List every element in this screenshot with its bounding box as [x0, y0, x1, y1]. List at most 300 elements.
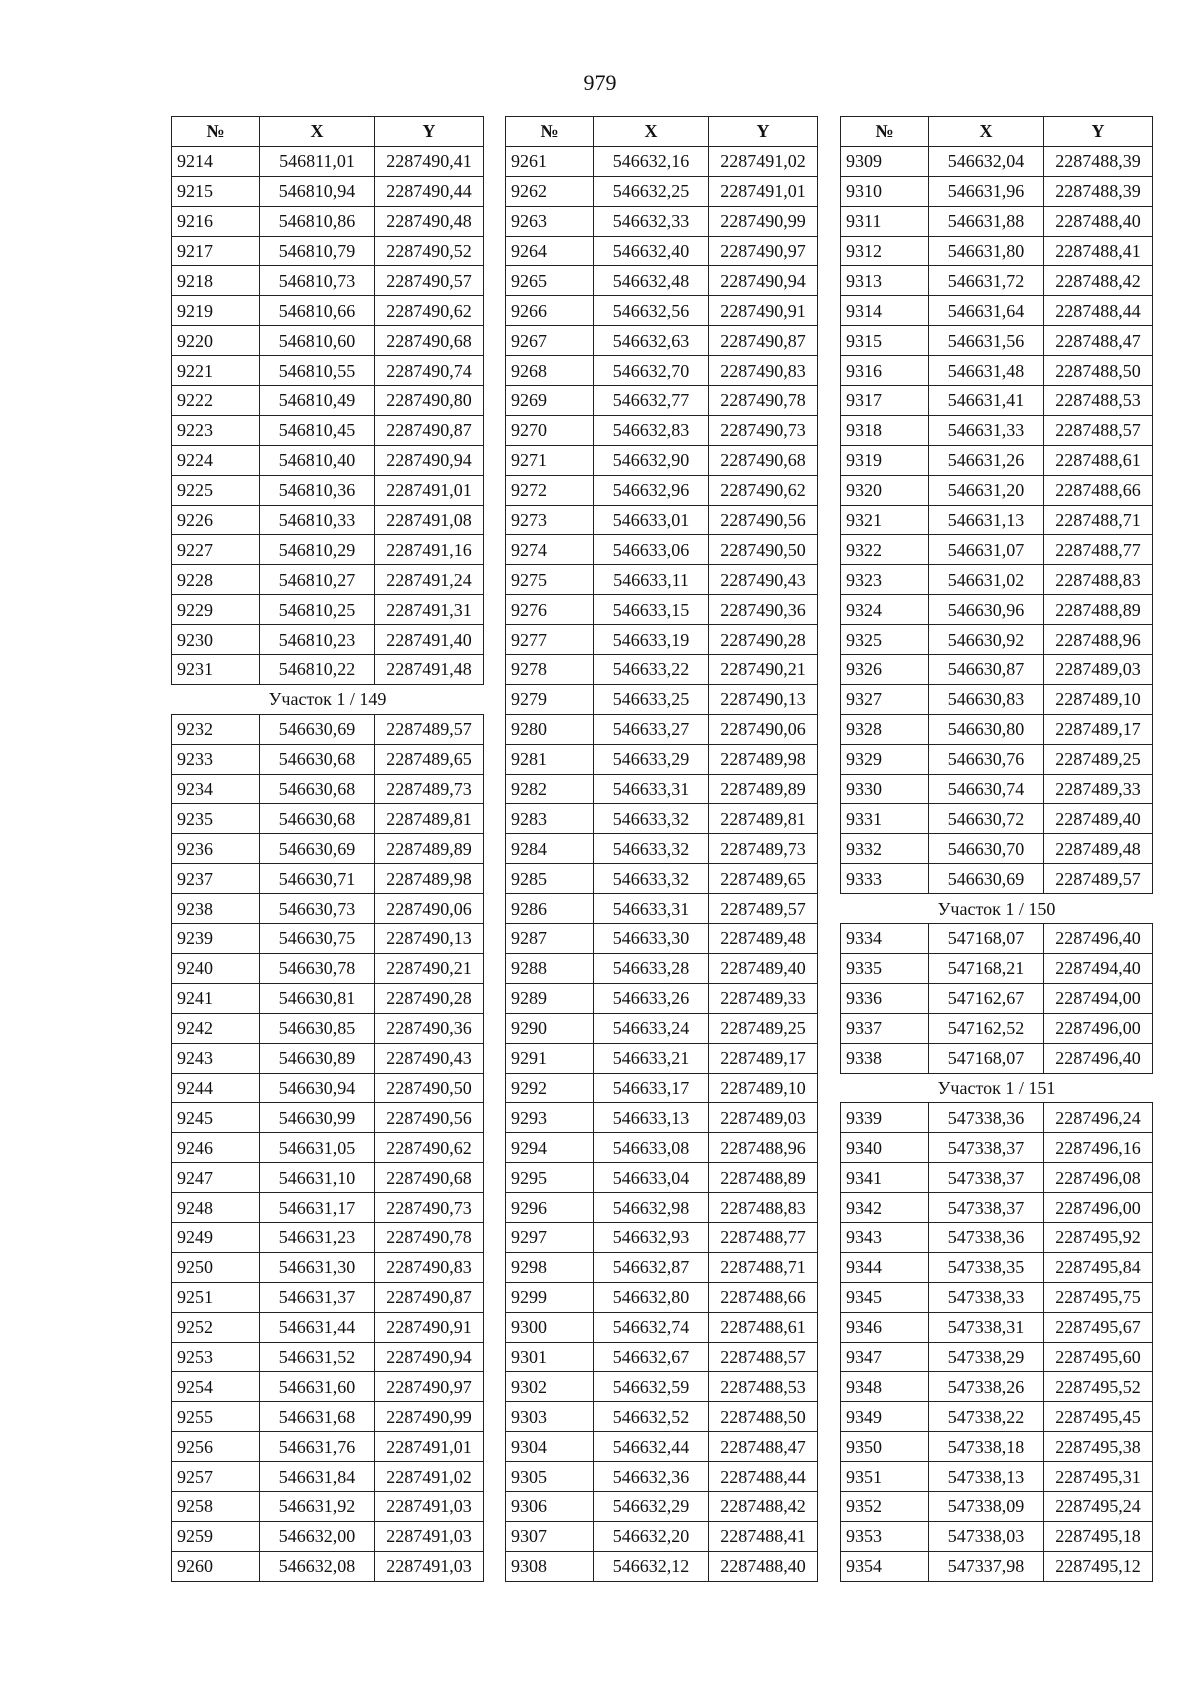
- table-row: [506, 1043, 818, 1073]
- point-number: 9283: [506, 804, 594, 834]
- table-row: [841, 176, 1153, 206]
- point-number: 9220: [172, 326, 260, 356]
- table-row: [172, 804, 484, 834]
- x-coordinate: 547338,22: [929, 1402, 1044, 1432]
- table-row: [841, 1432, 1153, 1462]
- table-row: [841, 206, 1153, 236]
- point-number: 9258: [172, 1491, 260, 1521]
- point-number: 9338: [841, 1043, 929, 1073]
- point-number: 9214: [172, 146, 260, 176]
- point-number: 9345: [841, 1282, 929, 1312]
- x-coordinate: 546631,30: [260, 1252, 375, 1282]
- y-coordinate: 2287489,81: [375, 804, 484, 834]
- x-coordinate: 546631,76: [260, 1432, 375, 1462]
- table-row: [841, 1282, 1153, 1312]
- point-number: 9222: [172, 386, 260, 416]
- y-coordinate: 2287488,71: [709, 1252, 818, 1282]
- y-coordinate: 2287490,28: [375, 983, 484, 1013]
- table-row: [172, 236, 484, 266]
- header-y: Y: [1044, 117, 1153, 147]
- point-number: 9273: [506, 505, 594, 535]
- y-coordinate: 2287490,62: [375, 1133, 484, 1163]
- point-number: 9354: [841, 1551, 929, 1581]
- x-coordinate: 546632,52: [594, 1402, 709, 1432]
- coordinates-table-1: [171, 116, 484, 1582]
- header-y: Y: [709, 117, 818, 147]
- x-coordinate: 546632,93: [594, 1222, 709, 1252]
- x-coordinate: 546630,68: [260, 744, 375, 774]
- table-row: [506, 176, 818, 206]
- point-number: 9262: [506, 176, 594, 206]
- y-coordinate: 2287495,60: [1044, 1342, 1153, 1372]
- point-number: 9298: [506, 1252, 594, 1282]
- y-coordinate: 2287490,99: [375, 1402, 484, 1432]
- x-coordinate: 546632,87: [594, 1252, 709, 1282]
- x-coordinate: 546630,80: [929, 714, 1044, 744]
- y-coordinate: 2287494,40: [1044, 953, 1153, 983]
- x-coordinate: 547338,09: [929, 1491, 1044, 1521]
- point-number: 9264: [506, 236, 594, 266]
- y-coordinate: 2287488,83: [1044, 565, 1153, 595]
- y-coordinate: 2287496,08: [1044, 1163, 1153, 1193]
- y-coordinate: 2287496,00: [1044, 1193, 1153, 1223]
- y-coordinate: 2287490,52: [375, 236, 484, 266]
- point-number: 9292: [506, 1073, 594, 1103]
- point-number: 9315: [841, 326, 929, 356]
- table-row: [841, 266, 1153, 296]
- x-coordinate: 546630,78: [260, 953, 375, 983]
- point-number: 9326: [841, 655, 929, 685]
- y-coordinate: 2287490,91: [375, 1312, 484, 1342]
- x-coordinate: 546631,56: [929, 326, 1044, 356]
- x-coordinate: 546633,24: [594, 1013, 709, 1043]
- point-number: 9216: [172, 206, 260, 236]
- point-number: 9317: [841, 386, 929, 416]
- y-coordinate: 2287490,28: [709, 625, 818, 655]
- point-number: 9254: [172, 1372, 260, 1402]
- table-row: [841, 655, 1153, 685]
- x-coordinate: 547338,37: [929, 1193, 1044, 1223]
- y-coordinate: 2287490,80: [375, 386, 484, 416]
- point-number: 9218: [172, 266, 260, 296]
- table-row: [841, 1521, 1153, 1551]
- x-coordinate: 546632,29: [594, 1491, 709, 1521]
- y-coordinate: 2287496,00: [1044, 1013, 1153, 1043]
- table-row: [172, 1013, 484, 1043]
- table-row: [841, 1551, 1153, 1581]
- table-row: [506, 864, 818, 894]
- y-coordinate: 2287489,03: [709, 1103, 818, 1133]
- y-coordinate: 2287490,91: [709, 296, 818, 326]
- table-row: [172, 714, 484, 744]
- point-number: 9243: [172, 1043, 260, 1073]
- y-coordinate: 2287489,89: [375, 834, 484, 864]
- y-coordinate: 2287491,31: [375, 595, 484, 625]
- x-coordinate: 546633,11: [594, 565, 709, 595]
- x-coordinate: 546633,06: [594, 535, 709, 565]
- table-row: [172, 894, 484, 924]
- y-coordinate: 2287488,57: [1044, 415, 1153, 445]
- point-number: 9279: [506, 684, 594, 714]
- x-coordinate: 546632,56: [594, 296, 709, 326]
- point-number: 9226: [172, 505, 260, 535]
- point-number: 9238: [172, 894, 260, 924]
- point-number: 9349: [841, 1402, 929, 1432]
- point-number: 9265: [506, 266, 594, 296]
- table-row: [172, 296, 484, 326]
- y-coordinate: 2287490,97: [709, 236, 818, 266]
- x-coordinate: 547162,67: [929, 983, 1044, 1013]
- y-coordinate: 2287491,08: [375, 505, 484, 535]
- point-number: 9237: [172, 864, 260, 894]
- table-row: [506, 684, 818, 714]
- y-coordinate: 2287490,41: [375, 146, 484, 176]
- table-row: [506, 1402, 818, 1432]
- y-coordinate: 2287489,65: [709, 864, 818, 894]
- x-coordinate: 546631,02: [929, 565, 1044, 595]
- x-coordinate: 546810,55: [260, 356, 375, 386]
- point-number: 9300: [506, 1312, 594, 1342]
- table-header-row: [506, 117, 818, 147]
- y-coordinate: 2287488,47: [709, 1432, 818, 1462]
- point-number: 9228: [172, 565, 260, 595]
- y-coordinate: 2287488,41: [1044, 236, 1153, 266]
- table-row: [506, 655, 818, 685]
- x-coordinate: 546632,70: [594, 356, 709, 386]
- point-number: 9329: [841, 744, 929, 774]
- y-coordinate: 2287488,53: [1044, 386, 1153, 416]
- x-coordinate: 546630,71: [260, 864, 375, 894]
- y-coordinate: 2287488,71: [1044, 505, 1153, 535]
- table-row: [841, 804, 1153, 834]
- x-coordinate: 546630,81: [260, 983, 375, 1013]
- point-number: 9330: [841, 774, 929, 804]
- point-number: 9253: [172, 1342, 260, 1372]
- point-number: 9284: [506, 834, 594, 864]
- table-row: [172, 505, 484, 535]
- y-coordinate: 2287488,40: [1044, 206, 1153, 236]
- point-number: 9268: [506, 356, 594, 386]
- point-number: 9336: [841, 983, 929, 1013]
- table-row: [841, 1462, 1153, 1492]
- y-coordinate: 2287489,33: [709, 983, 818, 1013]
- y-coordinate: 2287496,16: [1044, 1133, 1153, 1163]
- table-row: [172, 834, 484, 864]
- y-coordinate: 2287490,83: [709, 356, 818, 386]
- table-row: [506, 1491, 818, 1521]
- table-row: [172, 565, 484, 595]
- table-row: [172, 655, 484, 685]
- table-row: [841, 296, 1153, 326]
- y-coordinate: 2287489,73: [709, 834, 818, 864]
- point-number: 9286: [506, 894, 594, 924]
- table-row: [172, 983, 484, 1013]
- x-coordinate: 546631,84: [260, 1462, 375, 1492]
- y-coordinate: 2287488,50: [1044, 356, 1153, 386]
- point-number: 9232: [172, 714, 260, 744]
- table-row: [841, 1163, 1153, 1193]
- point-number: 9319: [841, 445, 929, 475]
- y-coordinate: 2287491,02: [375, 1462, 484, 1492]
- point-number: 9291: [506, 1043, 594, 1073]
- table-row: [506, 1312, 818, 1342]
- x-coordinate: 546632,83: [594, 415, 709, 445]
- point-number: 9290: [506, 1013, 594, 1043]
- y-coordinate: 2287491,16: [375, 535, 484, 565]
- x-coordinate: 546633,17: [594, 1073, 709, 1103]
- table-row: [841, 146, 1153, 176]
- x-coordinate: 546630,69: [929, 864, 1044, 894]
- table-row: [506, 1013, 818, 1043]
- x-coordinate: 546810,60: [260, 326, 375, 356]
- point-number: 9316: [841, 356, 929, 386]
- x-coordinate: 546810,79: [260, 236, 375, 266]
- table-row: [172, 1342, 484, 1372]
- y-coordinate: 2287490,73: [375, 1193, 484, 1223]
- y-coordinate: 2287488,44: [709, 1462, 818, 1492]
- point-number: 9281: [506, 744, 594, 774]
- point-number: 9287: [506, 924, 594, 954]
- table-row: [172, 1133, 484, 1163]
- table-row: [841, 625, 1153, 655]
- y-coordinate: 2287490,48: [375, 206, 484, 236]
- x-coordinate: 546632,33: [594, 206, 709, 236]
- x-coordinate: 546633,30: [594, 924, 709, 954]
- point-number: 9275: [506, 565, 594, 595]
- y-coordinate: 2287488,89: [709, 1163, 818, 1193]
- x-coordinate: 546633,31: [594, 774, 709, 804]
- y-coordinate: 2287489,10: [709, 1073, 818, 1103]
- x-coordinate: 547338,37: [929, 1133, 1044, 1163]
- table-row: [841, 1103, 1153, 1133]
- y-coordinate: 2287488,47: [1044, 326, 1153, 356]
- y-coordinate: 2287490,21: [375, 953, 484, 983]
- x-coordinate: 547338,29: [929, 1342, 1044, 1372]
- table-row: [841, 1222, 1153, 1252]
- table-row: [172, 924, 484, 954]
- point-number: 9343: [841, 1222, 929, 1252]
- y-coordinate: 2287490,43: [375, 1043, 484, 1073]
- y-coordinate: 2287488,39: [1044, 176, 1153, 206]
- y-coordinate: 2287488,66: [1044, 475, 1153, 505]
- table-row: [841, 326, 1153, 356]
- table-row: [841, 1252, 1153, 1282]
- header-number: №: [172, 117, 260, 147]
- y-coordinate: 2287488,39: [1044, 146, 1153, 176]
- point-number: 9305: [506, 1462, 594, 1492]
- table-row: [506, 625, 818, 655]
- x-coordinate: 546631,64: [929, 296, 1044, 326]
- y-coordinate: 2287495,38: [1044, 1432, 1153, 1462]
- x-coordinate: 547338,35: [929, 1252, 1044, 1282]
- y-coordinate: 2287489,17: [709, 1043, 818, 1073]
- y-coordinate: 2287495,12: [1044, 1551, 1153, 1581]
- x-coordinate: 546632,12: [594, 1551, 709, 1581]
- y-coordinate: 2287490,87: [375, 415, 484, 445]
- table-row: [172, 1521, 484, 1551]
- x-coordinate: 546632,20: [594, 1521, 709, 1551]
- x-coordinate: 547168,07: [929, 924, 1044, 954]
- x-coordinate: 546633,01: [594, 505, 709, 535]
- table-row: [841, 924, 1153, 954]
- y-coordinate: 2287490,13: [375, 924, 484, 954]
- x-coordinate: 546810,66: [260, 296, 375, 326]
- x-coordinate: 546633,32: [594, 804, 709, 834]
- table-row: [506, 983, 818, 1013]
- y-coordinate: 2287489,40: [1044, 804, 1153, 834]
- point-number: 9352: [841, 1491, 929, 1521]
- table-row: [506, 894, 818, 924]
- table-row: [841, 535, 1153, 565]
- table-row: [172, 953, 484, 983]
- point-number: 9304: [506, 1432, 594, 1462]
- point-number: 9321: [841, 505, 929, 535]
- table-row: [172, 1491, 484, 1521]
- table-row: [506, 1462, 818, 1492]
- point-number: 9261: [506, 146, 594, 176]
- y-coordinate: 2287491,40: [375, 625, 484, 655]
- table-row: [506, 834, 818, 864]
- table-row: [172, 1432, 484, 1462]
- x-coordinate: 546632,80: [594, 1282, 709, 1312]
- y-coordinate: 2287488,83: [709, 1193, 818, 1223]
- y-coordinate: 2287488,66: [709, 1282, 818, 1312]
- y-coordinate: 2287495,24: [1044, 1491, 1153, 1521]
- point-number: 9217: [172, 236, 260, 266]
- point-number: 9301: [506, 1342, 594, 1372]
- point-number: 9288: [506, 953, 594, 983]
- x-coordinate: 546631,92: [260, 1491, 375, 1521]
- point-number: 9332: [841, 834, 929, 864]
- y-coordinate: 2287489,73: [375, 774, 484, 804]
- table-row: [506, 1551, 818, 1581]
- y-coordinate: 2287489,03: [1044, 655, 1153, 685]
- x-coordinate: 546630,72: [929, 804, 1044, 834]
- y-coordinate: 2287490,87: [375, 1282, 484, 1312]
- x-coordinate: 546631,72: [929, 266, 1044, 296]
- x-coordinate: 546632,67: [594, 1342, 709, 1372]
- table-row: [172, 1252, 484, 1282]
- table-row: [172, 475, 484, 505]
- point-number: 9257: [172, 1462, 260, 1492]
- point-number: 9271: [506, 445, 594, 475]
- point-number: 9231: [172, 655, 260, 685]
- y-coordinate: 2287489,33: [1044, 774, 1153, 804]
- point-number: 9251: [172, 1282, 260, 1312]
- table-row: [506, 565, 818, 595]
- x-coordinate: 546632,98: [594, 1193, 709, 1223]
- point-number: 9272: [506, 475, 594, 505]
- point-number: 9297: [506, 1222, 594, 1252]
- x-coordinate: 546631,60: [260, 1372, 375, 1402]
- point-number: 9303: [506, 1402, 594, 1432]
- header-x: X: [594, 117, 709, 147]
- y-coordinate: 2287490,78: [375, 1222, 484, 1252]
- y-coordinate: 2287491,03: [375, 1491, 484, 1521]
- point-number: 9331: [841, 804, 929, 834]
- point-number: 9244: [172, 1073, 260, 1103]
- table-row: [506, 415, 818, 445]
- y-coordinate: 2287488,53: [709, 1372, 818, 1402]
- y-coordinate: 2287488,40: [709, 1551, 818, 1581]
- y-coordinate: 2287495,67: [1044, 1312, 1153, 1342]
- coordinates-table-3: [840, 116, 1153, 1582]
- point-number: 9308: [506, 1551, 594, 1581]
- header-x: X: [260, 117, 375, 147]
- table-row: [172, 176, 484, 206]
- x-coordinate: 546630,70: [929, 834, 1044, 864]
- point-number: 9351: [841, 1462, 929, 1492]
- page-number: 979: [583, 70, 617, 95]
- header-number: №: [506, 117, 594, 147]
- table-row: [506, 1252, 818, 1282]
- y-coordinate: 2287489,57: [1044, 864, 1153, 894]
- point-number: 9348: [841, 1372, 929, 1402]
- table-row: [841, 386, 1153, 416]
- point-number: 9221: [172, 356, 260, 386]
- point-number: 9299: [506, 1282, 594, 1312]
- x-coordinate: 546631,10: [260, 1163, 375, 1193]
- x-coordinate: 546632,74: [594, 1312, 709, 1342]
- point-number: 9285: [506, 864, 594, 894]
- point-number: 9293: [506, 1103, 594, 1133]
- x-coordinate: 546630,89: [260, 1043, 375, 1073]
- x-coordinate: 546630,99: [260, 1103, 375, 1133]
- table-row: [841, 714, 1153, 744]
- table-row: [841, 1043, 1153, 1073]
- y-coordinate: 2287491,48: [375, 655, 484, 685]
- x-coordinate: 546630,75: [260, 924, 375, 954]
- point-number: 9236: [172, 834, 260, 864]
- table-row: [841, 864, 1153, 894]
- y-coordinate: 2287495,75: [1044, 1282, 1153, 1312]
- x-coordinate: 546810,23: [260, 625, 375, 655]
- table-row: [841, 1342, 1153, 1372]
- x-coordinate: 546810,73: [260, 266, 375, 296]
- x-coordinate: 546632,90: [594, 445, 709, 475]
- table-row: [506, 386, 818, 416]
- y-coordinate: 2287488,42: [709, 1491, 818, 1521]
- x-coordinate: 546810,49: [260, 386, 375, 416]
- y-coordinate: 2287496,40: [1044, 1043, 1153, 1073]
- x-coordinate: 546810,45: [260, 415, 375, 445]
- x-coordinate: 546631,20: [929, 475, 1044, 505]
- table-row: [506, 475, 818, 505]
- table-row: [172, 326, 484, 356]
- x-coordinate: 546632,59: [594, 1372, 709, 1402]
- x-coordinate: 546630,73: [260, 894, 375, 924]
- y-coordinate: 2287491,03: [375, 1521, 484, 1551]
- x-coordinate: 547338,13: [929, 1462, 1044, 1492]
- x-coordinate: 547162,52: [929, 1013, 1044, 1043]
- y-coordinate: 2287490,43: [709, 565, 818, 595]
- table-row: [506, 1163, 818, 1193]
- header-y: Y: [375, 117, 484, 147]
- x-coordinate: 546632,16: [594, 146, 709, 176]
- table-row: [172, 1402, 484, 1432]
- point-number: 9342: [841, 1193, 929, 1223]
- table-row: [172, 415, 484, 445]
- y-coordinate: 2287490,87: [709, 326, 818, 356]
- table-row: [841, 415, 1153, 445]
- table-row: [172, 744, 484, 774]
- point-number: 9215: [172, 176, 260, 206]
- point-number: 9274: [506, 535, 594, 565]
- table-row: [506, 1432, 818, 1462]
- table-row: [506, 236, 818, 266]
- y-coordinate: 2287491,01: [375, 1432, 484, 1462]
- x-coordinate: 546631,52: [260, 1342, 375, 1372]
